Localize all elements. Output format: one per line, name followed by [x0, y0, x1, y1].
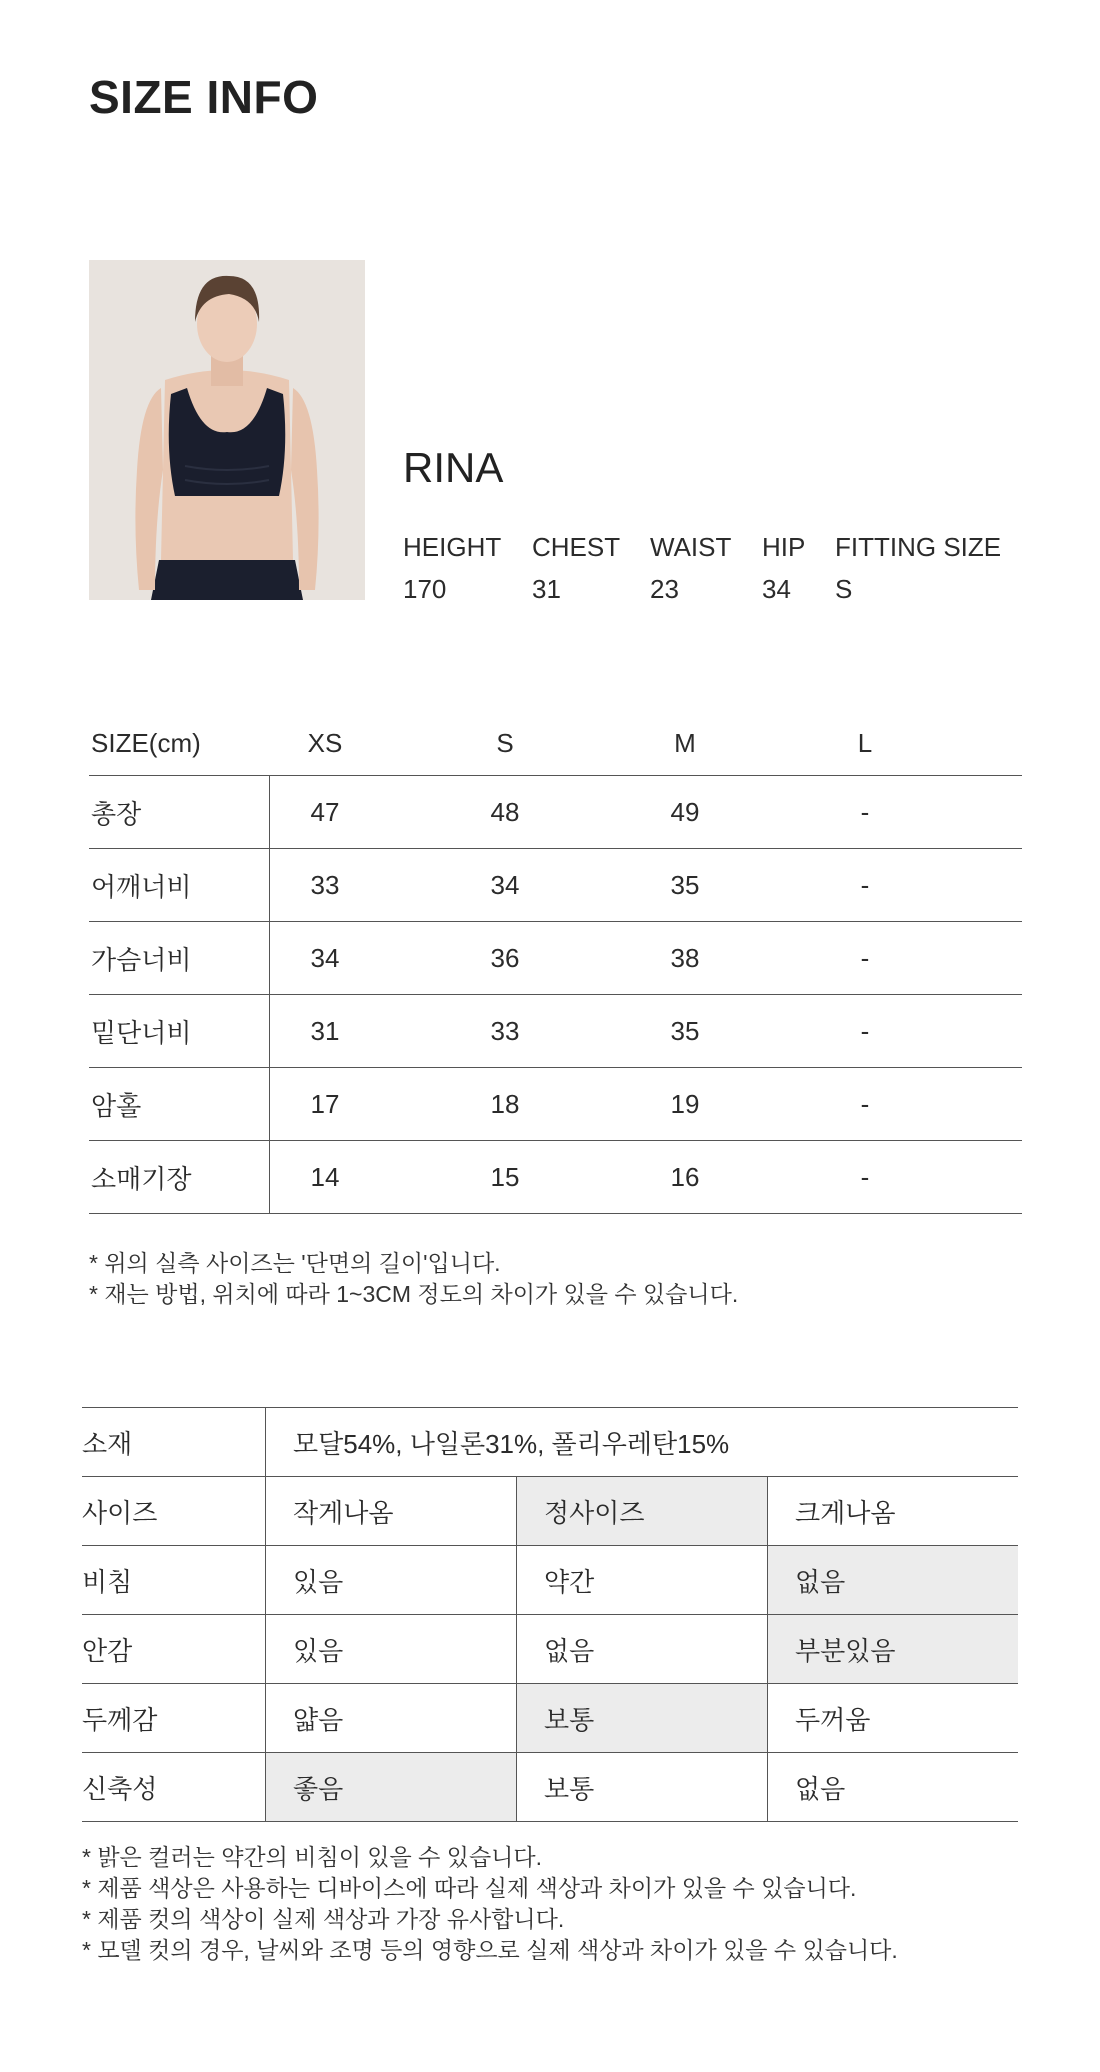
- cell-value: 14: [310, 1161, 340, 1192]
- model-photo: [89, 260, 365, 600]
- fabric-row-material: [82, 1408, 1018, 1477]
- table-row: [89, 776, 1022, 849]
- fabric-row: [82, 1615, 1018, 1684]
- size-header-label: SIZE(cm): [91, 728, 201, 758]
- option-cell: 정사이즈: [516, 1477, 767, 1545]
- stat-value: 170: [403, 574, 447, 604]
- cell-value: 31: [310, 1015, 340, 1046]
- stat-label: WAIST: [650, 532, 732, 562]
- note-line: * 밝은 컬러는 약간의 비침이 있을 수 있습니다.: [82, 1844, 542, 1870]
- cell-value: 47: [310, 796, 340, 827]
- cell-value: 19: [670, 1088, 700, 1119]
- cell-value: 15: [490, 1161, 520, 1192]
- stat-height: [403, 530, 501, 606]
- cell-value: -: [860, 869, 870, 900]
- fabric-table: [82, 1407, 1018, 1822]
- fabric-row: [82, 1753, 1018, 1822]
- stat-chest: [532, 530, 620, 606]
- option-cell: 작게나옴: [265, 1477, 516, 1545]
- row-label: 소매기장: [91, 1163, 192, 1194]
- option-cell: 있음: [265, 1546, 516, 1614]
- stat-label: HIP: [762, 532, 806, 562]
- stat-value: 34: [762, 574, 791, 604]
- note-line: * 위의 실측 사이즈는 '단면의 길이'입니다.: [89, 1250, 501, 1276]
- row-label: 신축성: [82, 1773, 158, 1804]
- table-row: [89, 849, 1022, 922]
- option-cell: 보통: [516, 1684, 767, 1752]
- size-notes: [89, 1248, 738, 1310]
- size-col-m: M: [674, 728, 696, 758]
- cell-value: -: [860, 1088, 870, 1119]
- note-line: * 모델 컷의 경우, 날씨와 조명 등의 영향으로 실제 색상과 차이가 있을 수 있습니다.: [82, 1937, 898, 1963]
- fabric-row: [82, 1684, 1018, 1753]
- row-label: 소재: [82, 1428, 133, 1459]
- option-cell: 부분있음: [767, 1615, 1018, 1683]
- model-name: RINA: [403, 444, 504, 491]
- cell-value: 34: [310, 942, 340, 973]
- option-cell: 없음: [767, 1753, 1018, 1821]
- cell-value: 16: [670, 1161, 700, 1192]
- size-table: [89, 712, 1022, 1214]
- option-cell: 없음: [516, 1615, 767, 1683]
- stat-label: CHEST: [532, 532, 621, 562]
- cell-value: 36: [490, 942, 520, 973]
- cell-value: 17: [310, 1088, 340, 1119]
- model-image: [89, 260, 365, 600]
- fabric-row: [82, 1477, 1018, 1546]
- cell-value: -: [860, 942, 870, 973]
- row-label: 가슴너비: [91, 944, 192, 975]
- stat-label: HEIGHT: [403, 532, 502, 562]
- cell-value: 18: [490, 1088, 520, 1119]
- option-cell: 보통: [516, 1753, 767, 1821]
- row-label: 두께감: [82, 1704, 158, 1735]
- page-title: SIZE INFO: [89, 71, 319, 123]
- cell-value: -: [860, 1161, 870, 1192]
- stat-hip: [762, 530, 805, 606]
- size-table-header: [89, 712, 1022, 776]
- stat-fitting-size: [835, 530, 1001, 606]
- cell-value: -: [860, 796, 870, 827]
- cell-value: 34: [490, 869, 520, 900]
- cell-value: 35: [670, 869, 700, 900]
- cell-value: 49: [670, 796, 700, 827]
- table-row: [89, 995, 1022, 1068]
- cell-value: 38: [670, 942, 700, 973]
- table-row: [89, 1068, 1022, 1141]
- option-cell: 약간: [516, 1546, 767, 1614]
- material-value: 모달54%, 나일론31%, 폴리우레탄15%: [265, 1408, 1018, 1476]
- row-label: 밑단너비: [91, 1017, 192, 1048]
- note-line: * 재는 방법, 위치에 따라 1~3CM 정도의 차이가 있을 수 있습니다.: [89, 1281, 739, 1307]
- cell-value: 35: [670, 1015, 700, 1046]
- note-line: * 제품 컷의 색상이 실제 색상과 가장 유사합니다.: [82, 1906, 565, 1932]
- stat-waist: [650, 530, 731, 606]
- option-cell: 얇음: [265, 1684, 516, 1752]
- table-row: [89, 922, 1022, 995]
- stat-value: 31: [532, 574, 561, 604]
- stat-label: FITTING SIZE: [835, 532, 1002, 562]
- option-cell: 없음: [767, 1546, 1018, 1614]
- size-col-xs: XS: [307, 728, 343, 758]
- stat-value: 23: [650, 574, 679, 604]
- cell-value: 33: [310, 869, 340, 900]
- row-label: 어깨너비: [91, 871, 192, 902]
- option-cell: 두꺼움: [767, 1684, 1018, 1752]
- row-label: 사이즈: [82, 1497, 158, 1528]
- cell-value: 48: [490, 796, 520, 827]
- cell-value: -: [860, 1015, 870, 1046]
- size-col-s: S: [496, 728, 514, 758]
- fabric-row: [82, 1546, 1018, 1615]
- row-label: 총장: [91, 798, 142, 829]
- row-label: 암홀: [91, 1090, 142, 1121]
- option-cell: 있음: [265, 1615, 516, 1683]
- option-cell: 좋음: [265, 1753, 516, 1821]
- table-row: [89, 1141, 1022, 1214]
- note-line: * 제품 색상은 사용하는 디바이스에 따라 실제 색상과 차이가 있을 수 있습니다.: [82, 1875, 857, 1901]
- size-col-l: L: [857, 728, 873, 758]
- stat-value: S: [835, 574, 853, 604]
- row-label: 안감: [82, 1635, 133, 1666]
- fabric-notes: [82, 1842, 898, 1966]
- cell-value: 33: [490, 1015, 520, 1046]
- row-label: 비침: [82, 1566, 133, 1597]
- option-cell: 크게나옴: [767, 1477, 1018, 1545]
